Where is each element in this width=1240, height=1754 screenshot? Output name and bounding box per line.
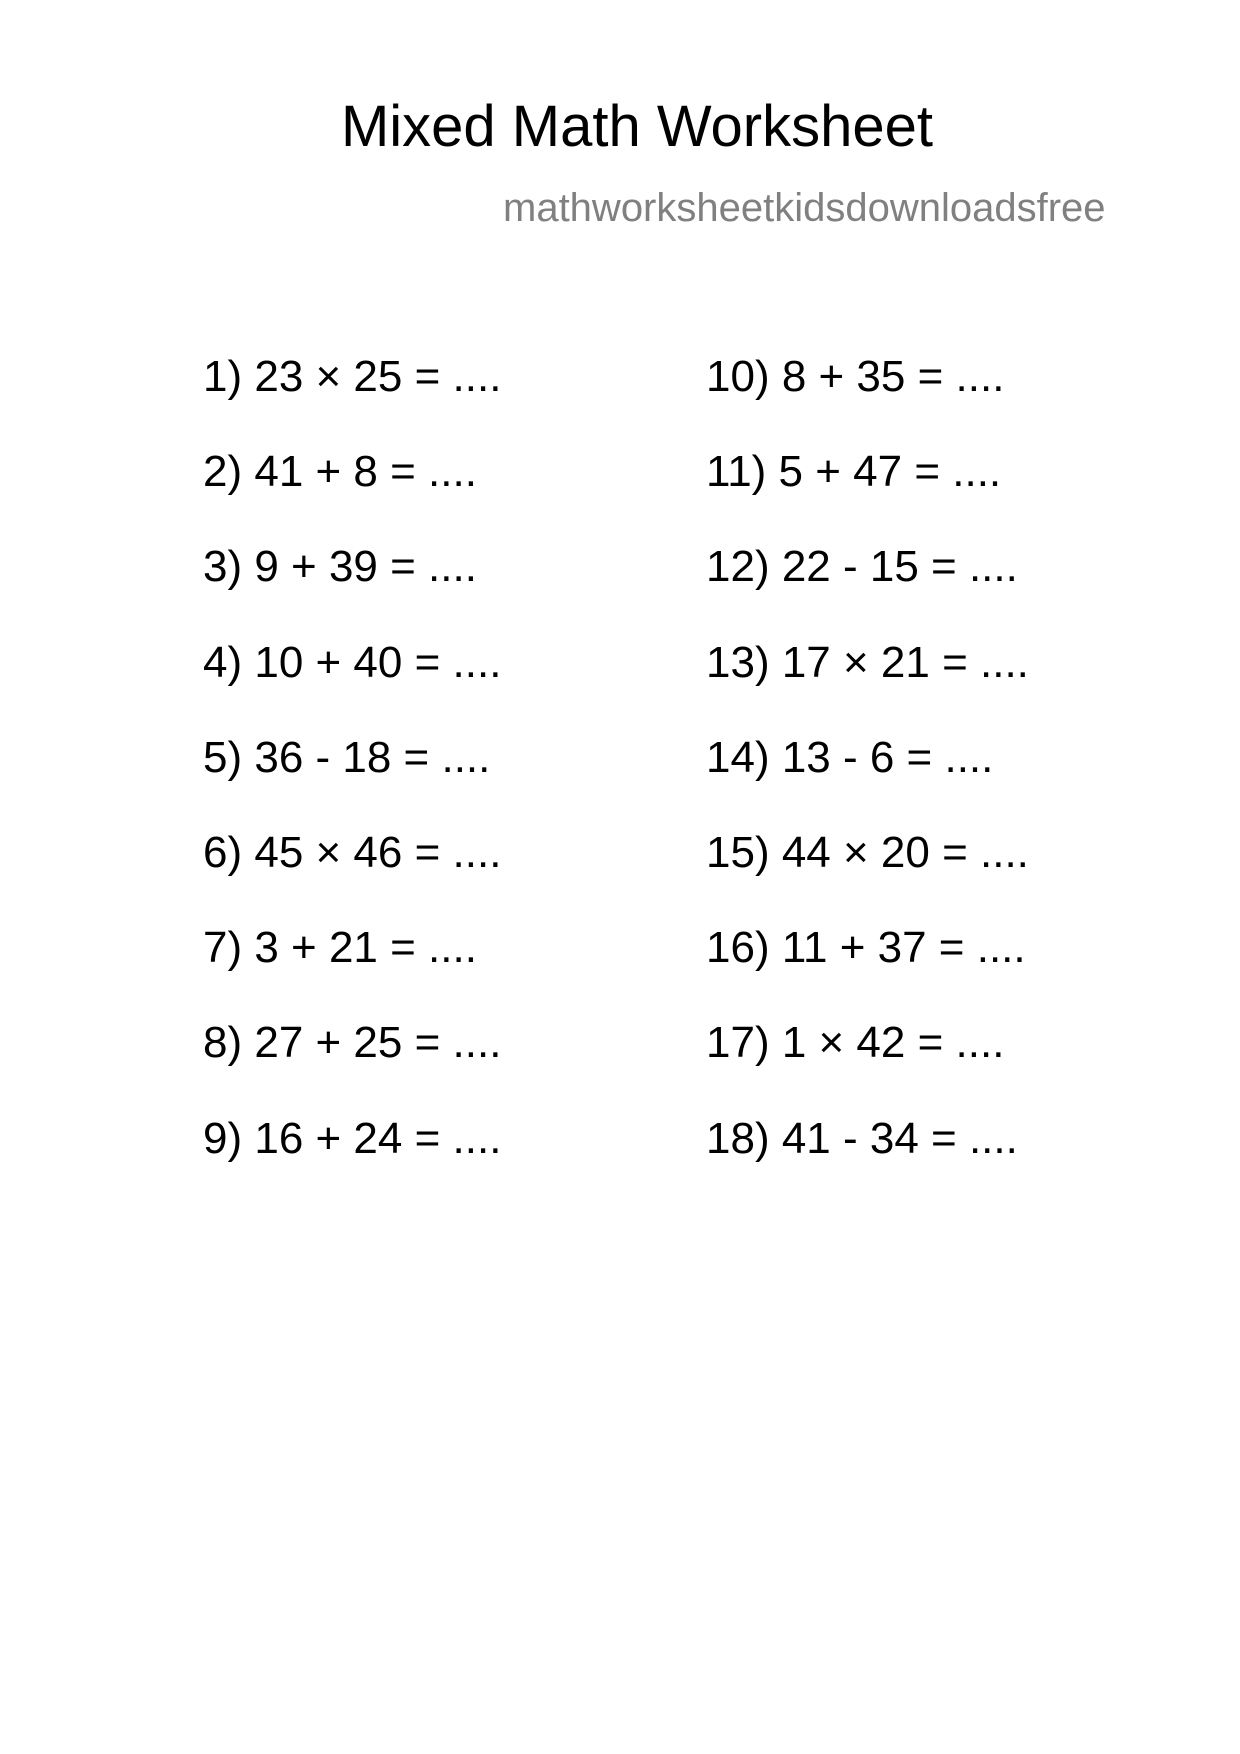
problem-15: 15) 44 × 20 = ....	[706, 827, 1029, 877]
problem-16: 16) 11 + 37 = ....	[706, 923, 1026, 973]
problem-7: 7) 3 + 21 = ....	[203, 923, 477, 973]
problem-1: 1) 23 × 25 = ....	[203, 352, 502, 401]
problem-10: 10) 8 + 35 = ....	[706, 352, 1005, 401]
problem-8: 8) 27 + 25 = ....	[203, 1018, 502, 1068]
problem-18: 18) 41 - 34 = ....	[706, 1113, 1018, 1163]
problem-17: 17) 1 × 42 = ....	[706, 1018, 1005, 1068]
problem-2: 2) 41 + 8 = ....	[203, 447, 477, 497]
problem-4: 4) 10 + 40 = ....	[203, 637, 502, 687]
problem-14: 14) 13 - 6 = ....	[706, 732, 994, 782]
problem-column-left	[203, 352, 502, 1212]
problem-9: 9) 16 + 24 = ....	[203, 1113, 502, 1163]
problem-3: 3) 9 + 39 = ....	[203, 542, 477, 592]
problem-5: 5) 36 - 18 = ....	[203, 732, 491, 782]
problem-12: 12) 22 - 15 = ....	[706, 542, 1018, 592]
worksheet-title: Mixed Math Worksheet	[340, 94, 934, 159]
problem-13: 13) 17 × 21 = ....	[706, 637, 1029, 687]
problem-6: 6) 45 × 46 = ....	[203, 827, 502, 877]
problem-11: 11) 5 + 47 = ....	[706, 447, 1002, 497]
problem-column-right	[706, 352, 1029, 1212]
worksheet-source: mathworksheetkidsdownloadsfree	[503, 186, 1106, 230]
